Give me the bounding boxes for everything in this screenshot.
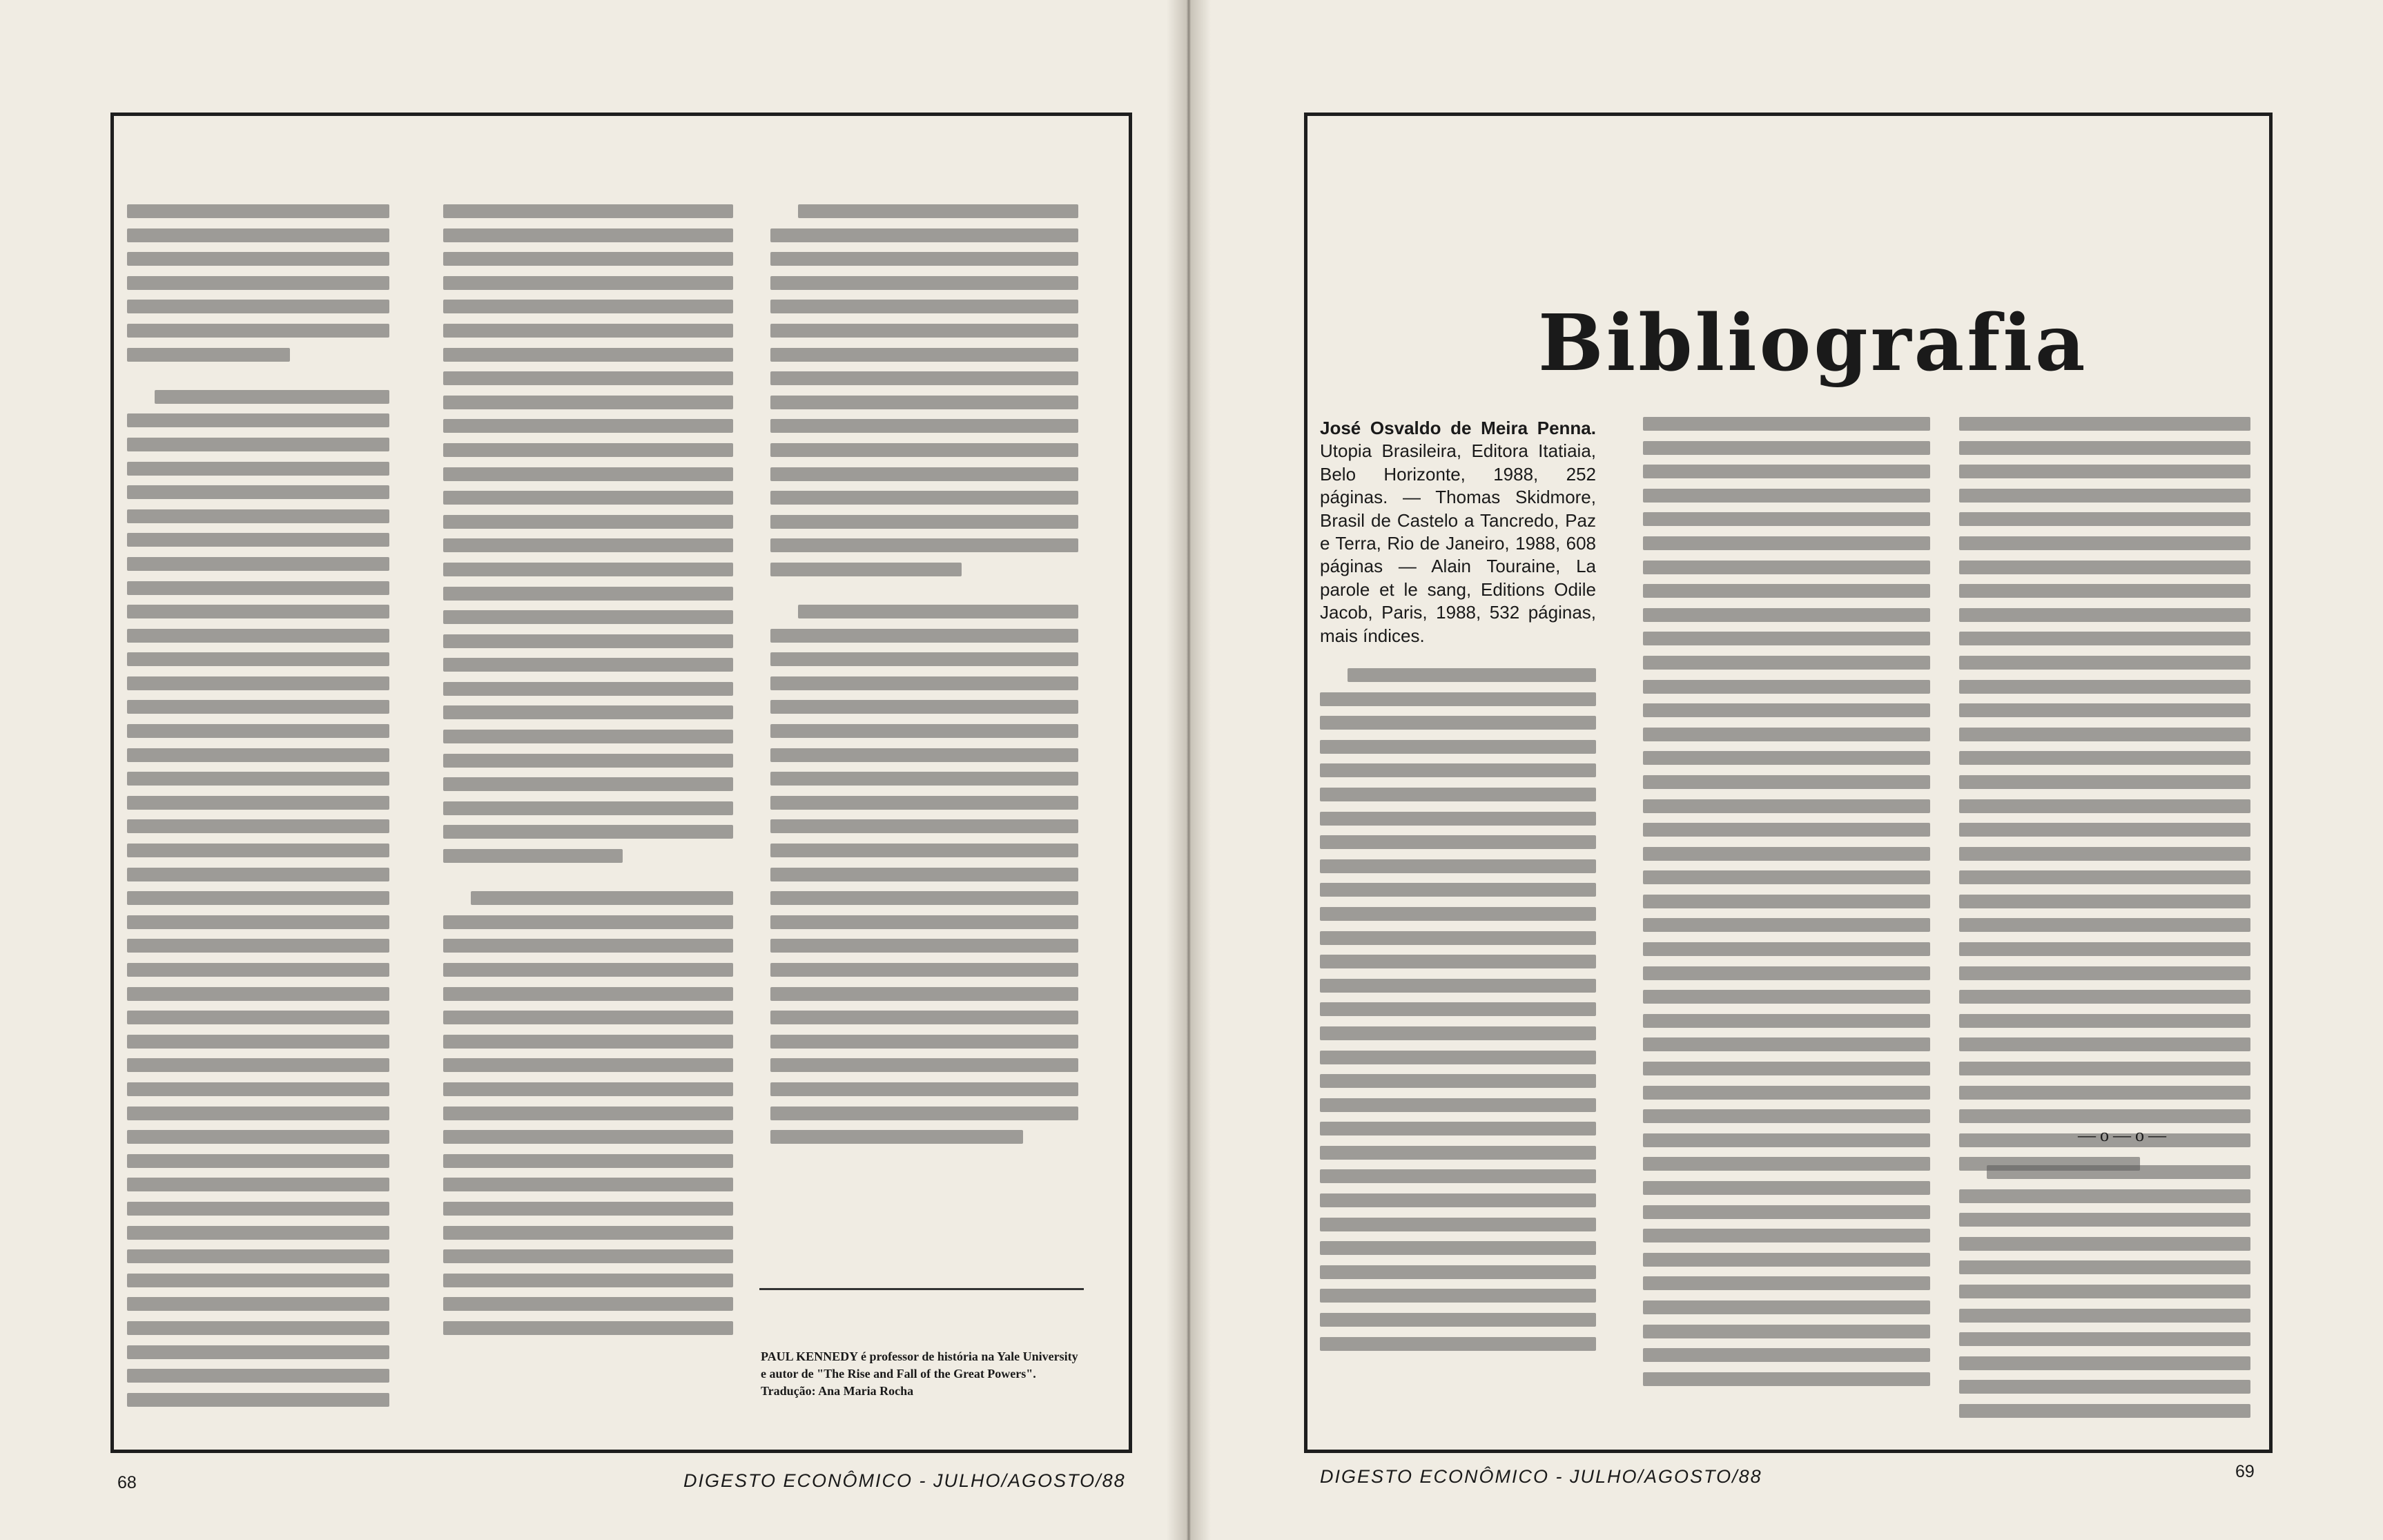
- bibliography-details: Utopia Brasileira, Editora Itatiaia, Belo Horizonte, 1988, 252 páginas. — Thomas Skidmore, Brasil de Castelo a Tancredo, Paz e Terra, Rio de Janeiro, 1988, 608 páginas — Alain Touraine, La parole et le sang, Editions Odile Jacob, Paris, 1988, 532 páginas, mais índices.: [1320, 440, 1596, 646]
- right-column-1: [1320, 668, 1596, 1351]
- page-number: 68: [117, 1473, 137, 1492]
- bibliography-entry: [1320, 417, 1596, 647]
- footer-text: DIGESTO ECONÔMICO - JULHO/AGOSTO/88: [683, 1470, 1126, 1491]
- section-ornament: —o—o—: [2078, 1125, 2170, 1145]
- footer-text-right: DIGESTO ECONÔMICO - JULHO/AGOSTO/88: [1320, 1466, 1762, 1487]
- left-column-3: [770, 204, 1078, 1144]
- left-page: [0, 0, 1186, 1540]
- author-note: PAUL KENNEDY é professor de história na Yale University e autor de "The Rise and Fall of the Great Powers". Tradução: Ana Maria Rocha: [761, 1349, 1078, 1398]
- page-title: Bibliografia: [1538, 298, 2088, 389]
- bibliography-author: José Osvaldo de Meira Penna.: [1320, 418, 1596, 438]
- right-column-3: [1959, 417, 2250, 1171]
- right-column-3-continued: [1959, 1165, 2250, 1418]
- right-column-2: [1643, 417, 1930, 1386]
- left-column-2: [443, 204, 733, 1335]
- book-gutter: [1167, 0, 1211, 1540]
- left-column-1: [127, 204, 389, 1407]
- page-number-right: 69: [2235, 1462, 2255, 1481]
- divider-rule: [759, 1288, 1084, 1290]
